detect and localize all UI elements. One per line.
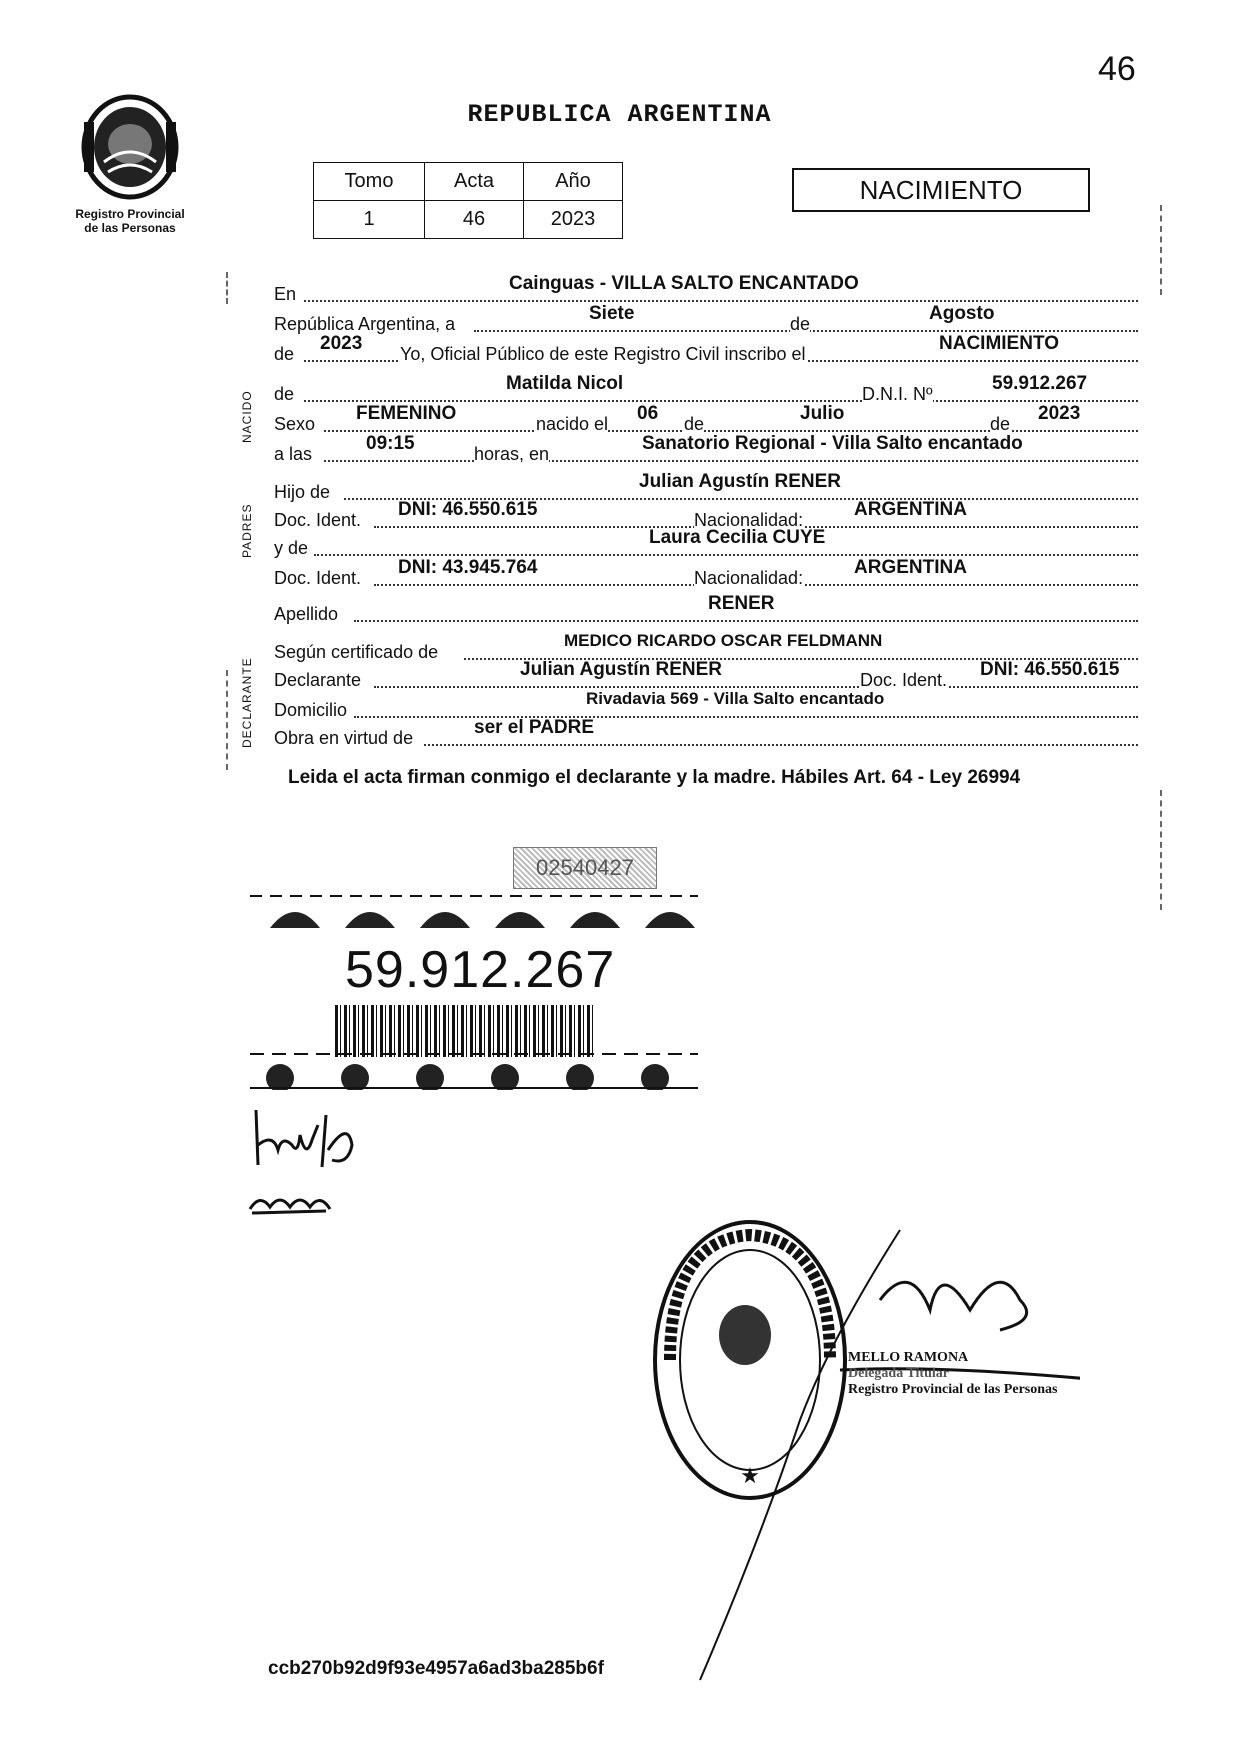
row-hora <box>274 433 1138 466</box>
logo-caption-line1: Registro Provincial <box>75 207 185 221</box>
side-label-padres: PADRES <box>240 503 254 558</box>
signer-name: MELLO RAMONA <box>848 1350 969 1365</box>
label-doc1: Doc. Ident. <box>274 510 362 530</box>
value-dni: 59.912.267 <box>992 373 1088 394</box>
label-en: En <box>274 284 297 304</box>
value-doc3: DNI: 46.550.615 <box>980 659 1120 680</box>
label-domicilio: Domicilio <box>274 700 348 720</box>
label-nacido: nacido el <box>536 414 609 434</box>
dni-large-number: 59.912.267 <box>345 941 616 999</box>
margin-dash <box>226 670 228 770</box>
value-madre: Laura Cecilia CUYE <box>649 527 826 548</box>
value-nac-anio: 2023 <box>1038 403 1081 424</box>
value-inscribo: NACIMIENTO <box>939 333 1059 354</box>
document-type-box: NACIMIENTO <box>792 168 1090 212</box>
label-doc2: Doc. Ident. <box>274 568 362 588</box>
row-obra <box>274 717 1138 750</box>
acta-table <box>313 162 623 239</box>
header-anio: Año <box>524 163 623 201</box>
margin-dash <box>1160 790 1162 910</box>
page-number: 46 <box>1098 50 1136 88</box>
value-doc1: DNI: 46.550.615 <box>398 499 538 520</box>
header-acta: Acta <box>425 163 524 201</box>
label-obra: Obra en virtud de <box>274 728 414 748</box>
label-doc3: Doc. Ident. <box>860 670 948 690</box>
declarant-signature <box>248 1105 368 1175</box>
value-nac-dia: 06 <box>637 403 659 424</box>
signer-org: Registro Provincial de las Personas <box>848 1382 1058 1397</box>
value-nombre: Matilda Nicol <box>506 373 624 394</box>
value-sexo: FEMENINO <box>356 403 457 424</box>
label-apellido: Apellido <box>274 604 339 624</box>
row-domicilio <box>274 689 1138 722</box>
value-padre: Julian Agustín RENER <box>639 471 841 492</box>
label-de-nombre: de <box>274 384 295 404</box>
value-domicilio: Rivadavia 569 - Villa Salto encantado <box>586 689 885 708</box>
label-nac2: Nacionalidad: <box>694 568 804 588</box>
label-de-nac-anio: de <box>990 414 1011 434</box>
logo-caption-line2: de las Personas <box>84 221 176 235</box>
value-en: Cainguas - VILLA SALTO ENCANTADO <box>509 273 859 294</box>
label-dni: D.N.I. Nº <box>862 384 933 404</box>
document-title: REPUBLICA ARGENTINA <box>467 100 772 129</box>
value-lugar: Sanatorio Regional - Villa Salto encantado <box>642 433 1023 454</box>
svg-text:★: ★ <box>740 1463 760 1488</box>
official-signer-block <box>848 1350 1057 1398</box>
margin-dash <box>226 272 228 304</box>
official-signature <box>680 1220 1080 1690</box>
label-horas: horas, en <box>474 444 550 464</box>
label-nac1: Nacionalidad: <box>694 510 804 530</box>
value-hora: 09:15 <box>366 433 415 454</box>
value-anio: 2023 <box>524 201 623 239</box>
value-nac-mes: Julio <box>800 403 845 424</box>
label-declarante: Declarante <box>274 670 362 690</box>
value-mes: Agosto <box>929 303 995 324</box>
value-nac1: ARGENTINA <box>854 499 967 520</box>
row-anio <box>274 333 1138 366</box>
label-sexo: Sexo <box>274 414 316 434</box>
label-hijo: Hijo de <box>274 482 331 502</box>
value-nac2: ARGENTINA <box>854 557 967 578</box>
label-alas: a las <box>274 444 313 464</box>
label-de-mes: de <box>790 314 811 334</box>
label-de-nac-mes: de <box>684 414 705 434</box>
row-en <box>274 273 1138 306</box>
row-apellido <box>274 593 1138 626</box>
value-anio-text: 2023 <box>320 333 363 354</box>
mother-signature <box>246 1185 336 1219</box>
value-tomo: 1 <box>314 201 425 239</box>
value-acta: 46 <box>425 201 524 239</box>
logo-caption <box>55 207 205 235</box>
margin-dash <box>1160 205 1162 295</box>
side-label-declarante: DECLARANTE <box>240 657 254 748</box>
leida-statement: Leida el acta firman conmigo el declarante y la madre. Hábiles Art. 64 - Ley 26994 <box>288 767 1021 788</box>
value-segun: MEDICO RICARDO OSCAR FELDMANN <box>564 631 883 650</box>
value-dia: Siete <box>589 303 635 324</box>
security-stamp-number: 02540427 <box>513 847 657 889</box>
label-de-anio: de <box>274 344 295 364</box>
security-pattern-bottom <box>250 1050 698 1090</box>
value-declarante: Julian Agustín RENER <box>520 659 722 680</box>
security-pattern-top <box>250 890 698 930</box>
row-doc2 <box>274 557 1138 590</box>
label-segun: Según certificado de <box>274 642 439 662</box>
label-yo: Yo, Oficial Público de este Registro Civil inscribo el <box>400 344 806 364</box>
value-obra: ser el PADRE <box>474 717 595 738</box>
side-label-nacido: NACIDO <box>240 390 254 443</box>
document-hash: ccb270b92d9f93e4957a6ad3ba285b6f <box>268 1658 604 1679</box>
header-tomo: Tomo <box>314 163 425 201</box>
label-republica: República Argentina, a <box>274 314 456 334</box>
value-apellido: RENER <box>708 593 775 614</box>
label-yde: y de <box>274 538 309 558</box>
signer-role: Delegada Titular <box>848 1366 949 1381</box>
value-doc2: DNI: 43.945.764 <box>398 557 538 578</box>
